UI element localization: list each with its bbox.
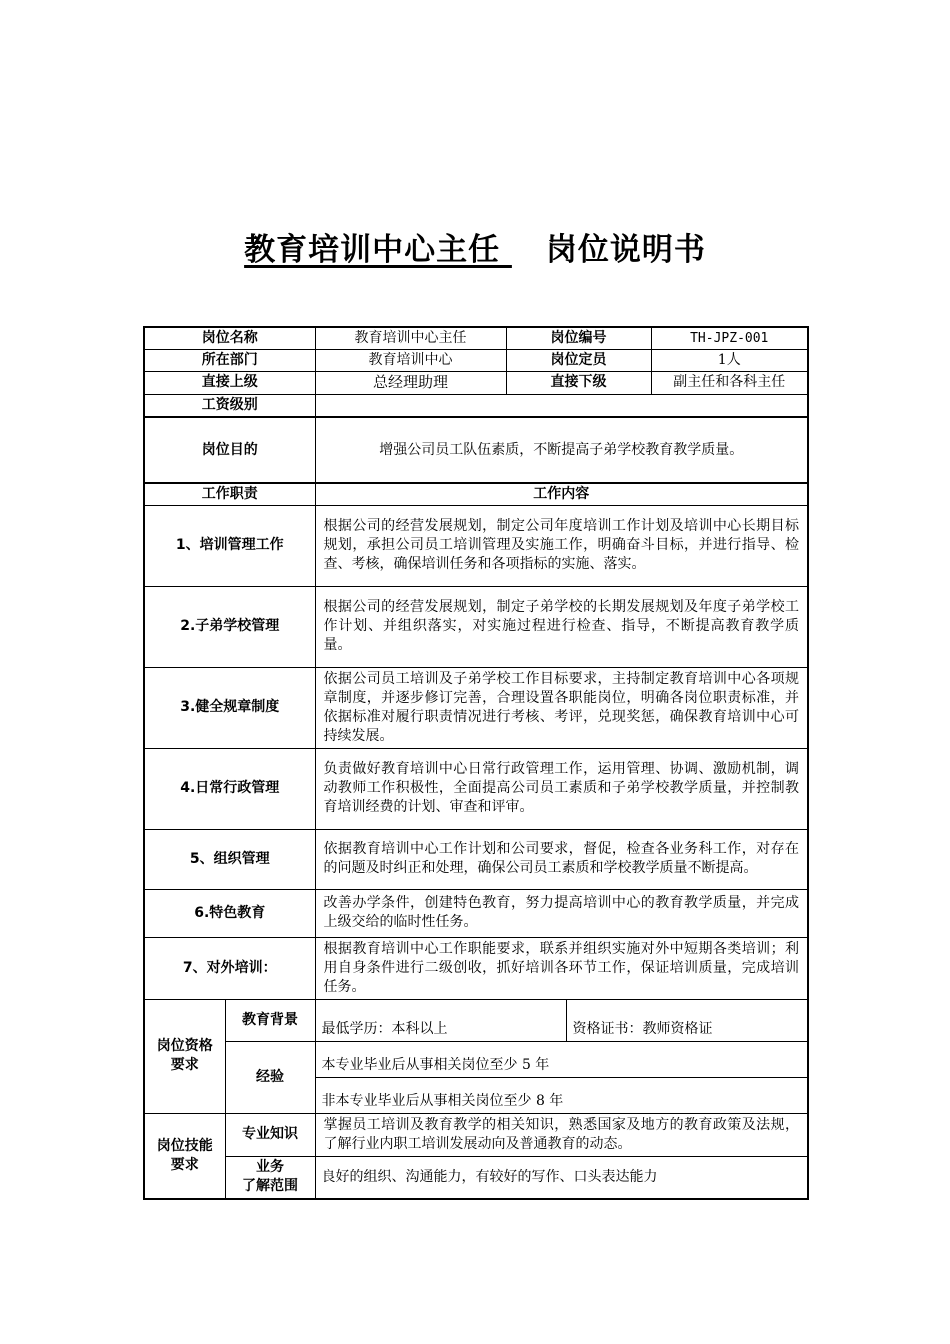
duty-row — [144, 748, 808, 829]
row-post-name — [144, 327, 808, 349]
title-main: 教育培训中心主任 — [244, 232, 512, 268]
experience-label: 经验 — [225, 1041, 315, 1113]
title-sub: 岗位说明书 — [545, 232, 706, 268]
quota-label: 岗位定员 — [506, 349, 651, 371]
duty-name: 2.子弟学校管理 — [144, 586, 315, 667]
duty-content: 依据教育培训中心工作计划和公司要求，督促，检查各业务科工作，对存在的问题及时纠正和处理，确保公司员工素质和学校教学质量不断提高。 — [315, 829, 808, 889]
duty-name: 6.特色教育 — [144, 889, 315, 937]
duty-row — [144, 829, 808, 889]
job-spec-table — [143, 326, 809, 1200]
row-experience-1 — [144, 1041, 808, 1077]
business-value: 良好的组织、沟通能力，有较好的写作、口头表达能力 — [315, 1156, 808, 1199]
post-code-value: TH-JPZ-001 — [651, 327, 808, 349]
skills-label: 岗位技能要求 — [144, 1113, 225, 1199]
qualification-label: 岗位资格要求 — [144, 999, 225, 1113]
row-superior — [144, 371, 808, 394]
duty-row — [144, 937, 808, 999]
duty-content: 改善办学条件，创建特色教育，努力提高培训中心的教育教学质量，并完成上级交给的临时性任务。 — [315, 889, 808, 937]
duty-name: 3.健全规章制度 — [144, 667, 315, 748]
business-label — [225, 1156, 315, 1199]
duty-name: 4.日常行政管理 — [144, 748, 315, 829]
duty-row — [144, 505, 808, 586]
post-code-label: 岗位编号 — [506, 327, 651, 349]
post-name-label: 岗位名称 — [144, 327, 315, 349]
education-label: 教育背景 — [225, 999, 315, 1041]
superior-value: 总经理助理 — [315, 371, 506, 394]
subordinate-label: 直接下级 — [506, 371, 651, 394]
department-label: 所在部门 — [144, 349, 315, 371]
salary-value — [315, 394, 808, 417]
duty-content: 根据教育培训中心工作职能要求，联系并组织实施对外中短期各类培训；利用自身条件进行二级创收，抓好培训各环节工作，保证培训质量，完成培训任务。 — [315, 937, 808, 999]
superior-label: 直接上级 — [144, 371, 315, 394]
duty-row — [144, 667, 808, 748]
row-purpose — [144, 417, 808, 483]
duties-col2-header: 工作内容 — [315, 483, 808, 505]
knowledge-value: 掌握员工培训及教育教学的相关知识，熟悉国家及地方的教育政策及法规，了解行业内职工培训发展动向及普通教育的动态。 — [315, 1113, 808, 1156]
experience-1: 本专业毕业后从事相关岗位至少 5 年 — [315, 1041, 808, 1077]
duty-row — [144, 586, 808, 667]
duty-row — [144, 889, 808, 937]
certificate-value: 资格证书：教师资格证 — [566, 999, 808, 1041]
document-title — [0, 224, 950, 269]
business-label-line1: 业务 — [256, 1159, 284, 1176]
knowledge-label: 专业知识 — [225, 1113, 315, 1156]
salary-label: 工资级别 — [144, 394, 315, 417]
row-knowledge — [144, 1113, 808, 1156]
row-department — [144, 349, 808, 371]
post-name-value: 教育培训中心主任 — [315, 327, 506, 349]
duties-col1-header: 工作职责 — [144, 483, 315, 505]
education-value: 最低学历：本科以上 — [315, 999, 566, 1041]
row-business — [144, 1156, 808, 1199]
purpose-label: 岗位目的 — [144, 417, 315, 483]
duty-name: 7、对外培训： — [144, 937, 315, 999]
row-salary — [144, 394, 808, 417]
duty-content: 根据公司的经营发展规划，制定公司年度培训工作计划及培训中心长期目标规划，承担公司员工培训管理及实施工作，明确奋斗目标，并进行指导、检查、考核，确保培训任务和各项指标的实施、落实。 — [315, 505, 808, 586]
duty-content: 依据公司员工培训及子弟学校工作目标要求，主持制定教育培训中心各项规章制度，并逐步修订完善，合理设置各职能岗位，明确各岗位职责标准，并依据标准对履行职责情况进行考核、考评，兑现奖惩，确保教育培训中心可持续发展。 — [315, 667, 808, 748]
row-duties-header — [144, 483, 808, 505]
purpose-text: 增强公司员工队伍素质，不断提高子弟学校教育教学质量。 — [315, 417, 808, 483]
duty-name: 1、培训管理工作 — [144, 505, 315, 586]
duty-name: 5、组织管理 — [144, 829, 315, 889]
business-label-line2: 了解范围 — [242, 1178, 298, 1195]
row-education — [144, 999, 808, 1041]
subordinate-value: 副主任和各科主任 — [651, 371, 808, 394]
experience-2: 非本专业毕业后从事相关岗位至少 8 年 — [315, 1077, 808, 1113]
department-value: 教育培训中心 — [315, 349, 506, 371]
duty-content: 根据公司的经营发展规划，制定子弟学校的长期发展规划及年度子弟学校工作计划、并组织落实，对实施过程进行检查、指导，不断提高教育教学质量。 — [315, 586, 808, 667]
quota-value: 1人 — [651, 349, 808, 371]
duty-content: 负责做好教育培训中心日常行政管理工作，运用管理、协调、激励机制，调动教师工作积极性，全面提高公司员工素质和子弟学校教学质量，并控制教育培训经费的计划、审查和评审。 — [315, 748, 808, 829]
